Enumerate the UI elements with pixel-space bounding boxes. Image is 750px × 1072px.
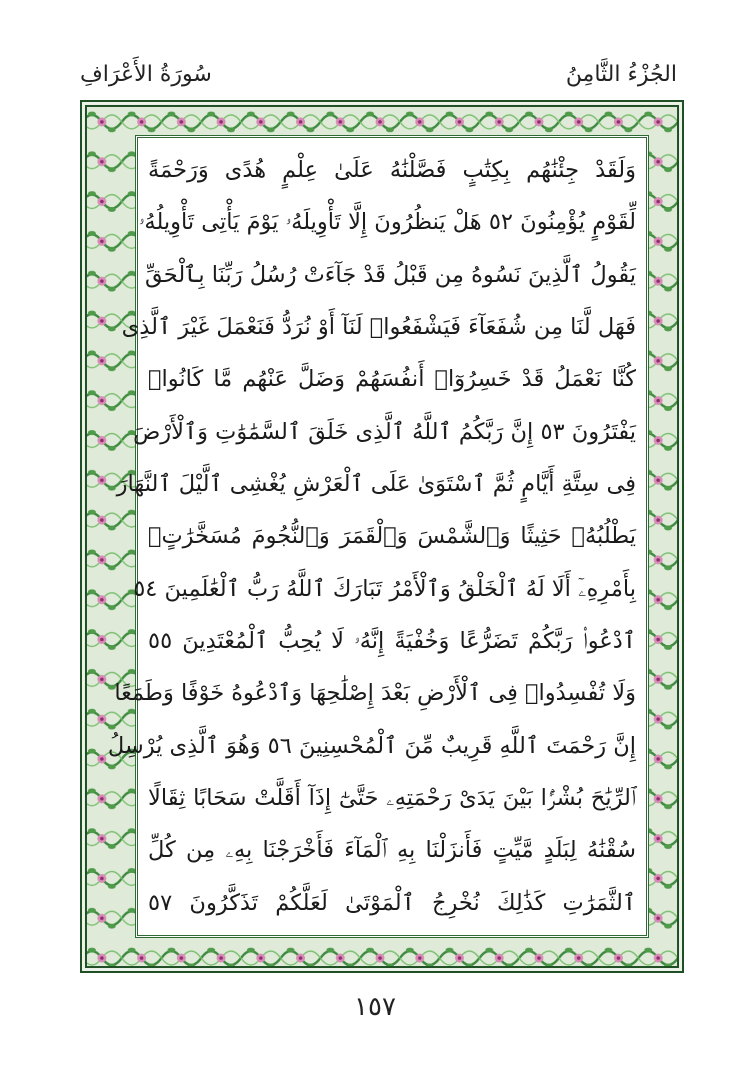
verse-line-14: سُقْنَٰهُ لِبَلَدٍ مَّيِّتٍ فَأَنزَلْنَا بِهِ ٱلْمَآءَ فَأَخْرَجْنَا بِهِۦ مِن كُلِّ — [148, 837, 636, 864]
verse-line-8: يَطْلُبُهُۥ حَثِيثًا وَٱلشَّمْسَ وَٱلْقَمَرَ وَٱلنُّجُومَ مُسَخَّرَٰتٍۭ — [148, 523, 636, 550]
verse-line-13: ٱلرِّيَٰحَ بُشْرًۢا بَيْنَ يَدَىْ رَحْمَتِهِۦ حَتَّىٰٓ إِذَآ أَقَلَّتْ سَحَابًا ثِقَالًا — [148, 785, 636, 812]
verse-line-11: وَلَا تُفْسِدُوا۟ فِى ٱلْأَرْضِ بَعْدَ إِصْلَٰحِهَا وَٱدْعُوهُ خَوْفًا وَطَمَعًا — [114, 680, 636, 707]
verse-line-5: كُنَّا نَعْمَلُ قَدْ خَسِرُوٓا۟ أَنفُسَهُمْ وَضَلَّ عَنْهُم مَّا كَانُوا۟ — [148, 366, 636, 393]
ornamental-frame — [80, 100, 684, 973]
verse-lines — [107, 148, 636, 925]
verse-line-4: فَهَل لَّنَا مِن شُفَعَآءَ فَيَشْفَعُوا۟ لَنَآ أَوْ نُرَدُّ فَنَعْمَلَ غَيْرَ ٱلَّذِى — [121, 314, 636, 341]
page-number: ١٥٧ — [354, 992, 396, 1022]
verse-line-7: فِى سِتَّةِ أَيَّامٍ ثُمَّ ٱسْتَوَىٰ عَلَى ٱلْعَرْشِ يُغْشِى ٱلَّيْلَ ٱلنَّهَارَ — [116, 471, 636, 498]
verse-line-10: ٱدْعُوا۟ رَبَّكُمْ تَضَرُّعًا وَخُفْيَةً إِنَّهُۥ لَا يُحِبُّ ٱلْمُعْتَدِينَ ٥٥ — [148, 628, 636, 655]
verse-line-3: يَقُولُ ٱلَّذِينَ نَسُوهُ مِن قَبْلُ قَدْ جَآءَتْ رُسُلُ رَبِّنَا بِٱلْحَقِّ — [145, 261, 636, 288]
surah-label: سُورَةُ الأَعْرَافِ — [80, 62, 212, 87]
verse-line-9: بِأَمْرِهِۦٓ أَلَا لَهُ ٱلْخَلْقُ وَٱلْأَمْرُ تَبَارَكَ ٱللَّهُ رَبُّ ٱلْعَٰلَمِينَ ٥٤ — [133, 575, 636, 602]
verse-line-1: وَلَقَدْ جِئْنَٰهُم بِكِتَٰبٍ فَصَّلْنَٰهُ عَلَىٰ عِلْمٍ هُدًى وَرَحْمَةً — [148, 157, 636, 183]
verse-line-2: لِّقَوْمٍ يُؤْمِنُونَ ٥٢ هَلْ يَنظُرُونَ إِلَّا تَأْوِيلَهُۥ يَوْمَ يَأْتِى تَأْوِيلُهُۥ — [138, 209, 636, 236]
text-panel — [107, 135, 649, 938]
juz-label: الجُزْءُ الثَّامِنُ — [565, 62, 677, 87]
verse-line-12: إِنَّ رَحْمَتَ ٱللَّهِ قَرِيبٌ مِّنَ ٱلْمُحْسِنِينَ ٥٦ وَهُوَ ٱلَّذِى يُرْسِلُ — [107, 732, 636, 759]
verse-line-15: ٱلثَّمَرَٰتِ كَذَٰلِكَ نُخْرِجُ ٱلْمَوْتَىٰ لَعَلَّكُمْ تَذَكَّرُونَ ٥٧ — [148, 889, 636, 916]
verse-line-6: يَفْتَرُونَ ٥٣ إِنَّ رَبَّكُمُ ٱللَّهُ ٱلَّذِى خَلَقَ ٱلسَّمَٰوَٰتِ وَٱلْأَرْضَ — [133, 418, 636, 445]
